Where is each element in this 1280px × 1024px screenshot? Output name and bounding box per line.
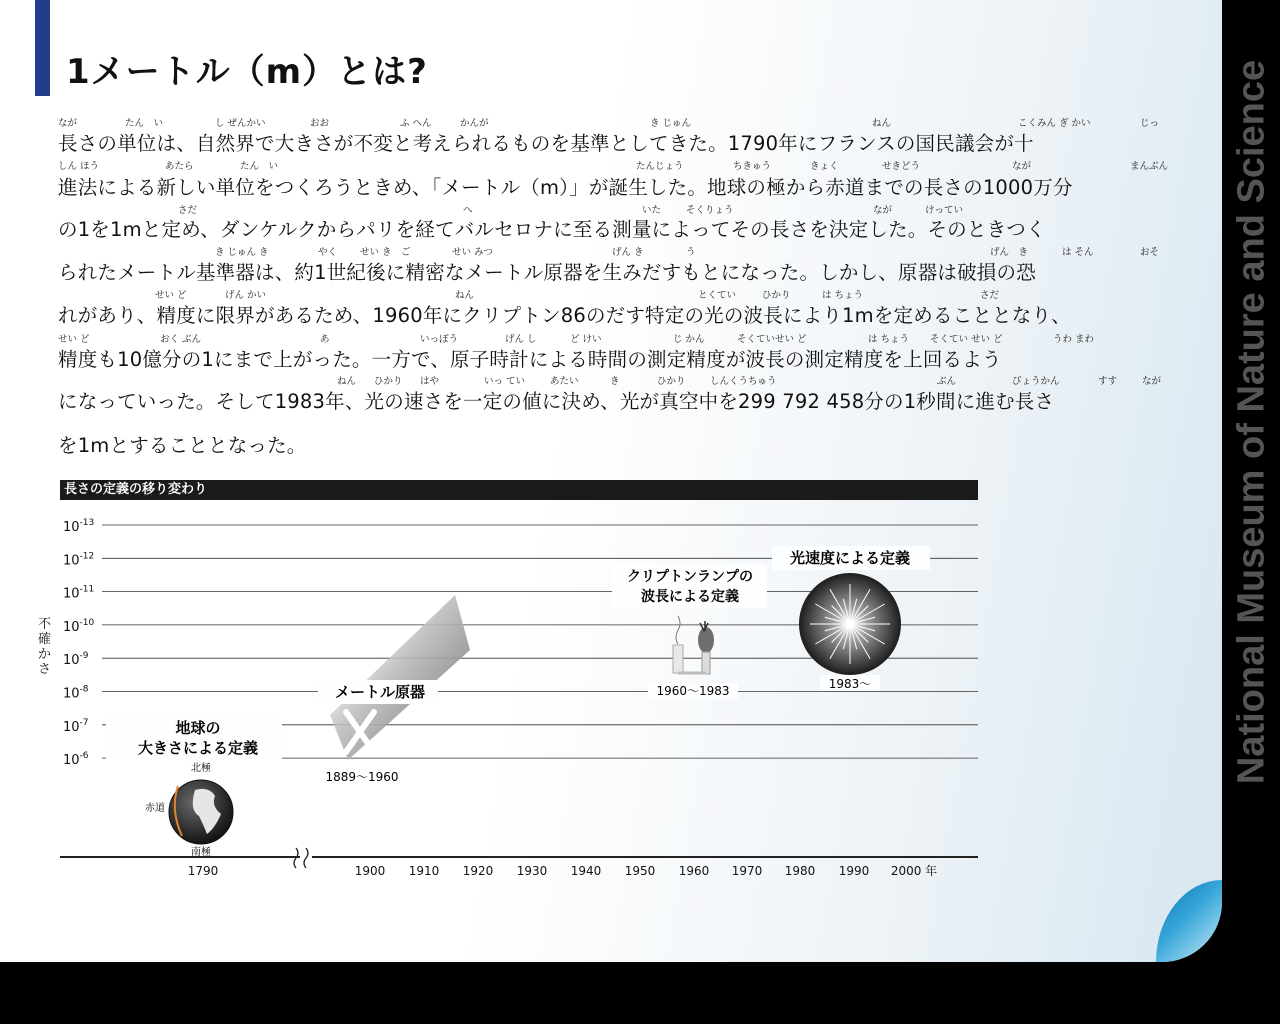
page-title: 1メートル（m）とは? xyxy=(66,52,428,92)
body-line: れがあり、精度に限界があるため、1960年にクリプトン86のだす特定の光の波長により1mを定めることとなり、 xyxy=(58,304,1071,327)
y-tick-label: $10^{-13}$ xyxy=(63,518,95,535)
y-tick-label: $10^{-12}$ xyxy=(63,551,95,569)
furigana: なが xyxy=(873,205,893,216)
furigana: しんくうちゅう xyxy=(710,376,777,387)
krypton-definition-label: クリプトンランプの xyxy=(627,569,753,585)
y-axis-label-char: か xyxy=(38,647,52,662)
y-tick-label: $10^{-7}$ xyxy=(63,717,89,735)
furigana: ちきゅう xyxy=(733,161,772,172)
furigana: ひかり xyxy=(657,376,686,387)
furigana: ひかり xyxy=(762,290,791,301)
furigana: せきどう xyxy=(882,161,921,172)
x-tick-label: 1960 xyxy=(678,864,710,878)
furigana: あ xyxy=(320,334,330,345)
furigana: げん き xyxy=(612,247,644,258)
furigana: げん き xyxy=(990,247,1029,258)
furigana: うわ まわ xyxy=(1053,334,1095,345)
chart-title: 長さの定義の移り変わり xyxy=(60,480,978,500)
furigana: きょく xyxy=(810,161,839,172)
furigana: き じゅん き xyxy=(215,247,269,258)
furigana: びょうかん xyxy=(1012,376,1060,387)
north-pole-label: 北極 xyxy=(191,763,211,774)
furigana: ねん xyxy=(337,376,357,387)
equator-label: 赤道 xyxy=(145,803,165,814)
furigana: すす xyxy=(1098,376,1118,387)
krypton-lamp-tube xyxy=(673,645,683,673)
y-tick-label: $10^{-6}$ xyxy=(63,751,89,769)
furigana: いっぽう xyxy=(420,334,459,345)
furigana: けってい xyxy=(925,205,964,216)
furigana: おお xyxy=(310,118,330,129)
body-line: られたメートル基準器は、約1世紀後に精密なメートル原器を生みだすもとになった。しかし、原器は破損の恐 xyxy=(58,261,1036,284)
furigana: げん かい xyxy=(225,290,267,301)
krypton-definition-label: 波長による定義 xyxy=(641,589,739,605)
furigana: はや xyxy=(420,376,440,387)
museum-name: National Museum of Nature and Science xyxy=(1230,59,1273,785)
furigana: ど けい xyxy=(570,334,602,345)
x-tick-label: 1910 xyxy=(408,864,440,878)
furigana: は ちょう xyxy=(868,334,910,345)
furigana: あたい xyxy=(550,376,579,387)
furigana: いた xyxy=(642,205,662,216)
krypton-lamp-wire xyxy=(676,616,680,644)
body-line: の1を1mと定め、ダンケルクからパリを経てバルセロナに至る測量によってその長さを決定した。そのときつく xyxy=(58,218,1046,241)
light-speed-period: 1983〜 xyxy=(828,677,872,691)
furigana: は そん xyxy=(1062,247,1094,258)
light-speed-definition-label: 光速度による定義 xyxy=(789,549,911,567)
furigana: き じゅん xyxy=(650,118,692,129)
furigana: ひかり xyxy=(374,376,403,387)
furigana: しん ほう xyxy=(58,161,100,172)
meter-prototype-period: 1889〜1960 xyxy=(325,770,399,784)
furigana: そくりょう xyxy=(686,205,734,216)
furigana: し ぜんかい xyxy=(215,118,266,129)
furigana: じ かん xyxy=(673,334,705,345)
furigana: せい ど xyxy=(58,334,90,345)
furigana: おく ぶん xyxy=(160,334,202,345)
furigana: かんが xyxy=(460,118,489,129)
y-tick-label: $10^{-9}$ xyxy=(63,651,89,669)
furigana: いっ てい xyxy=(484,376,526,387)
y-axis-label-char: 不 xyxy=(38,617,52,632)
krypton-lamp-stem xyxy=(702,652,710,674)
body-line: 進法による新しい単位をつくろうときめ、「メートル（m）」が誕生した。地球の極から赤道までの長さの1000万分 xyxy=(58,176,1073,199)
furigana: さだ xyxy=(980,290,1000,301)
south-pole-label: 南極 xyxy=(191,847,211,858)
furigana: じっ xyxy=(1140,118,1160,129)
x-tick-label: 1900 xyxy=(354,864,386,878)
meter-prototype-label: メートル原器 xyxy=(334,683,426,701)
earth-definition-label: 地球の xyxy=(175,719,221,737)
furigana: ぶん xyxy=(937,376,957,387)
furigana: ねん xyxy=(455,290,475,301)
prototype-beam-band xyxy=(330,595,470,760)
x-tick-label: 1790 xyxy=(187,864,219,878)
furigana: たんじょう xyxy=(636,161,684,172)
y-tick-label: $10^{-10}$ xyxy=(63,617,95,635)
furigana: そくてい せい ど xyxy=(930,334,1003,345)
furigana: たん い xyxy=(240,161,279,172)
x-tick-label: 1920 xyxy=(462,864,494,878)
y-axis-label-char: さ xyxy=(38,662,52,677)
krypton-lamp-bulb xyxy=(698,627,714,653)
body-line: を1mとすることとなった。 xyxy=(58,434,307,457)
furigana: とくてい xyxy=(698,290,737,301)
furigana: へ xyxy=(463,205,473,216)
body-line: 精度も10億分の1にまで上がった。一方で、原子時計による時間の測定精度が波長の測定精度を上回るよう xyxy=(58,348,1002,371)
furigana: なが xyxy=(58,118,78,129)
furigana: ふ へん xyxy=(400,118,432,129)
furigana: おそ xyxy=(1140,247,1160,258)
y-axis-label-char: 確 xyxy=(38,632,52,647)
axis-break-mark xyxy=(304,848,308,868)
x-tick-label: 2000 年 xyxy=(890,864,938,878)
furigana: せい ど xyxy=(155,290,187,301)
y-tick-label: $10^{-8}$ xyxy=(63,684,89,702)
body-line: になっていった。そして1983年、光の速さを一定の値に決め、光が真空中を299 792 458分の1秒間に進む長さ xyxy=(58,390,1055,413)
furigana: は ちょう xyxy=(822,290,864,301)
earth-definition-label: 大きさによる定義 xyxy=(137,739,259,757)
furigana: き xyxy=(610,376,620,387)
furigana: そくていせい ど xyxy=(737,334,807,345)
krypton-period: 1960〜1983 xyxy=(656,684,730,698)
x-tick-label: 1950 xyxy=(624,864,656,878)
furigana: たん い xyxy=(125,118,164,129)
furigana: せい みつ xyxy=(452,247,493,258)
x-tick-label: 1940 xyxy=(570,864,602,878)
furigana: さだ xyxy=(178,205,198,216)
furigana: なが xyxy=(1142,376,1162,387)
furigana: まんぶん xyxy=(1130,161,1169,172)
x-tick-label: 1930 xyxy=(516,864,548,878)
furigana: あたら xyxy=(165,161,194,172)
furigana: ねん xyxy=(872,118,892,129)
furigana: せい き ご xyxy=(360,247,411,258)
furigana: う xyxy=(686,247,696,258)
body-line: 長さの単位は、自然界で大きさが不変と考えられるものを基準としてきた。1790年にフランスの国民議会が十 xyxy=(58,132,1034,155)
x-tick-label: 1990 xyxy=(838,864,870,878)
furigana: なが xyxy=(1012,161,1032,172)
y-tick-label: $10^{-11}$ xyxy=(63,584,95,602)
x-tick-label: 1970 xyxy=(731,864,763,878)
side-museum-label xyxy=(1224,0,1280,840)
x-tick-label: 1980 xyxy=(784,864,816,878)
furigana: やく xyxy=(318,247,338,258)
furigana: げん し xyxy=(505,334,537,345)
furigana: こくみん ぎ かい xyxy=(1018,118,1091,129)
